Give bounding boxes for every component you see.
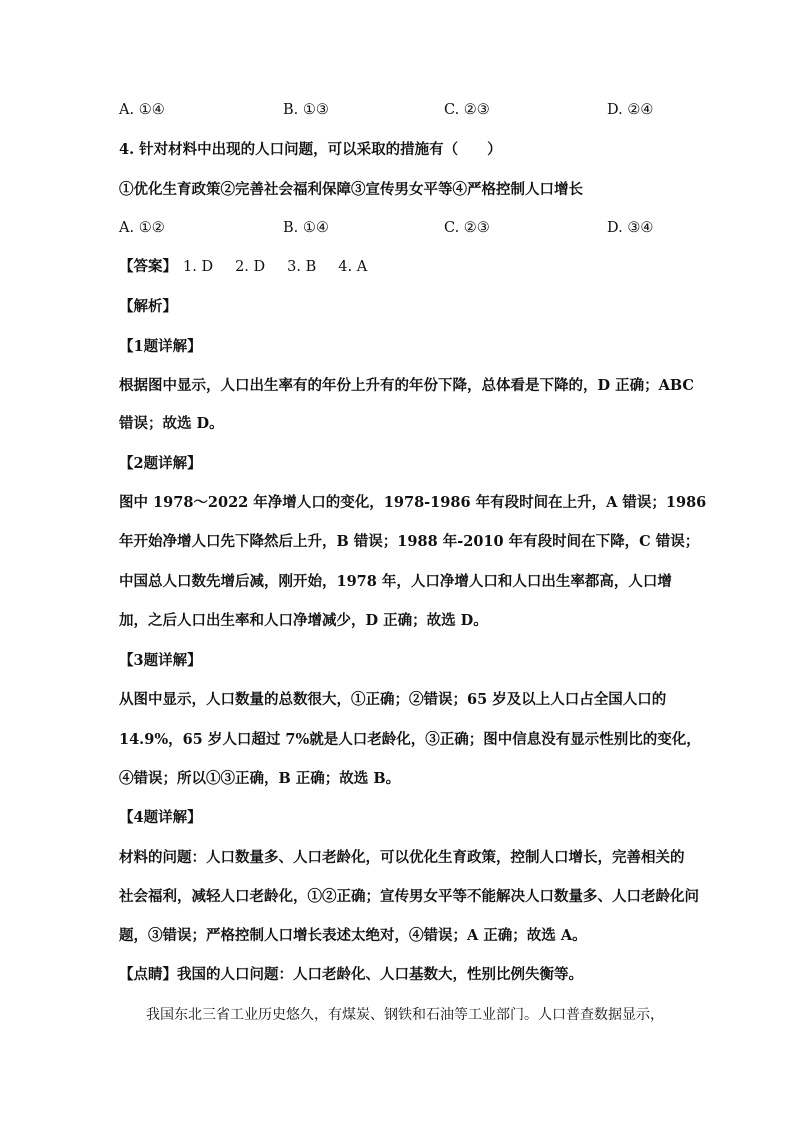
q3-option-a: A. ①④: [119, 102, 165, 118]
q2-detail-line: 加，之后人口出生率和人口净增减少，D 正确；故选 D。: [119, 612, 488, 629]
q1-detail-line: 错误；故选 D。: [119, 415, 224, 432]
answer-1: 1. D: [183, 259, 214, 275]
q4-option-d: D. ③④: [607, 220, 654, 236]
analysis-tag: 【解析】: [119, 298, 177, 315]
answer-row: [119, 257, 389, 277]
q4-detail-heading: 【4题详解】: [119, 809, 202, 826]
q2-detail-line: 中国总人口数先增后减，刚开始，1978 年，人口净增人口和人口出生率都高，人口增: [119, 573, 672, 590]
q4-detail-line: 材料的问题：人口数量多、人口老龄化，可以优化生育政策，控制人口增长，完善相关的: [119, 849, 685, 866]
q4-option-a: A. ①②: [119, 220, 165, 236]
answer-2: 2. D: [235, 259, 266, 275]
q4-detail-line: 社会福利，减轻人口老龄化，①②正确；宣传男女平等不能解决人口数量多、人口老龄化问: [119, 888, 699, 905]
q4-option-c: C. ②③: [444, 220, 490, 236]
q4-stem: 4. 针对材料中出现的人口问题，可以采取的措施有（ ）: [119, 141, 502, 158]
q3-detail-line: ④错误；所以①③正确，B 正确；故选 B。: [119, 770, 401, 787]
q3-detail-line: 14.9%，65 岁人口超过 7%就是人口老龄化，③正确；图中信息没有显示性别比的变化，: [119, 731, 701, 748]
q3-detail-heading: 【3题详解】: [119, 652, 202, 669]
q2-detail-line: 图中 1978～2022 年净增人口的变化，1978-1986 年有段时间在上升，A 错误；1986: [119, 494, 707, 511]
q1-detail-heading: 【1题详解】: [119, 338, 202, 355]
tip-note: 【点睛】我国的人口问题：人口老龄化、人口基数大，性别比例失衡等。: [119, 966, 583, 983]
answer-tag: 【答案】: [119, 258, 177, 275]
q4-option-b: B. ①④: [283, 220, 329, 236]
q2-detail-line: 年开始净增人口先下降然后上升，B 错误；1988 年-2010 年有段时间在下降，C 错误；: [119, 533, 700, 550]
q2-detail-heading: 【2题详解】: [119, 455, 202, 472]
q3-detail-line: 从图中显示，人口数量的总数很大，①正确；②错误；65 岁及以上人口占全国人口的: [119, 691, 667, 708]
q4-statements: ①优化生育政策②完善社会福利保障③宣传男女平等④严格控制人口增长: [119, 181, 583, 198]
q4-detail-line: 题，③错误；严格控制人口增长表述太绝对，④错误；A 正确；故选 A。: [119, 927, 587, 944]
q1-detail-line: 根据图中显示，人口出生率有的年份上升有的年份下降，总体看是下降的，D 正确；ABC: [119, 377, 694, 394]
q3-option-d: D. ②④: [607, 102, 654, 118]
q3-option-b: B. ①③: [283, 102, 329, 118]
q3-option-c: C. ②③: [444, 102, 490, 118]
answer-3: 3. B: [287, 259, 317, 275]
next-material-intro: 我国东北三省工业历史悠久，有煤炭、钢铁和石油等工业部门。人口普查数据显示，: [146, 1007, 664, 1023]
answer-4: 4. A: [338, 259, 368, 275]
